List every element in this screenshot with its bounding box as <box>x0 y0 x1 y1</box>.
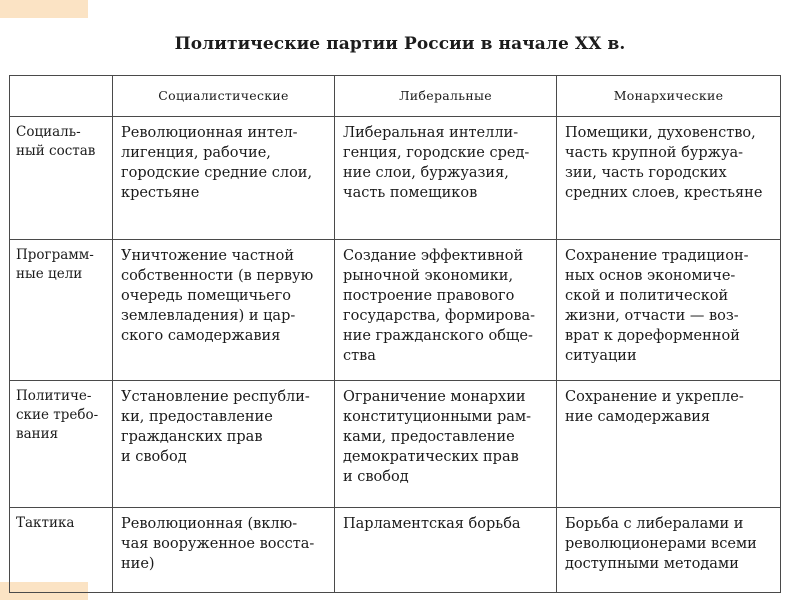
table-row <box>10 117 781 240</box>
table-row <box>10 508 781 593</box>
row-label-social-composition: Социаль- ный состав <box>10 117 113 240</box>
cell-liberal-demands: Ограничение монархии конституционными рам- ками, предоставление демократических прав и свобод <box>335 381 557 508</box>
row-label-tactics: Тактика <box>10 508 113 593</box>
row-label-political-demands: Политиче- ские требо- вания <box>10 381 113 508</box>
header-corner-cell <box>10 76 113 117</box>
row-label-program-goals: Программ- ные цели <box>10 240 113 381</box>
cell-monarchist-composition: Помещики, духовенство, часть крупной буржуа- зии, часть городских средних слоев, крестьяне <box>557 117 781 240</box>
cell-socialist-goals: Уничтожение частной собственности (в первую очередь помещичьего землевладения) и цар- ского самодержавия <box>113 240 335 381</box>
header-liberal: Либеральные <box>335 76 557 117</box>
cell-monarchist-goals: Сохранение традицион- ных основ экономиче- ской и политической жизни, отчасти — воз- врат к дореформенной ситуации <box>557 240 781 381</box>
cell-monarchist-demands: Сохранение и укрепле- ние самодержавия <box>557 381 781 508</box>
header-row <box>10 76 781 117</box>
cell-socialist-tactics: Революционная (вклю- чая вооруженное восста- ние) <box>113 508 335 593</box>
cell-liberal-composition: Либеральная интелли- генция, городские сред- ние слои, буржуазия, часть помещиков <box>335 117 557 240</box>
cell-liberal-goals: Создание эффективной рыночной экономики, построение правового государства, формирова- ние гражданского обще- ства <box>335 240 557 381</box>
table-title: Политические партии России в начале XX в. <box>174 34 626 54</box>
parties-table <box>9 75 781 593</box>
cell-monarchist-tactics: Борьба с либералами и революционерами всеми доступными методами <box>557 508 781 593</box>
cell-socialist-demands: Установление республи- ки, предоставление гражданских прав и свобод <box>113 381 335 508</box>
corner-decoration-top <box>0 0 88 18</box>
cell-socialist-composition: Революционная интел- лигенция, рабочие, городские средние слои, крестьяне <box>113 117 335 240</box>
table-row <box>10 381 781 508</box>
table-row <box>10 240 781 381</box>
header-monarchist: Монархические <box>557 76 781 117</box>
cell-liberal-tactics: Парламентская борьба <box>335 508 557 593</box>
header-socialist: Социалистические <box>113 76 335 117</box>
